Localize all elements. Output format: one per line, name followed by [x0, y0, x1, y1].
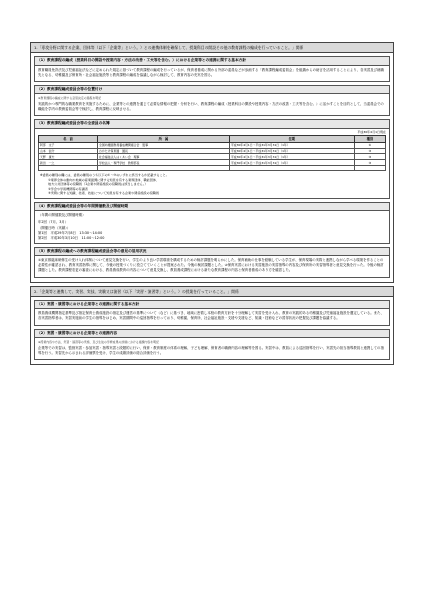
basic-policy-box [34, 56, 390, 82]
section-1 [30, 42, 394, 283]
practicum-policy-box [34, 300, 390, 326]
practicum-policy-text: 教員養成機関指定基準及び指定保育士養成施設の指定及び運営の基準について（など）に基づき、地域に密着し本校の教育方針を十分理解して実習を受け入れ、教育の実践的ある幼稚園及び児童福祉施設を選定している。また、各実習指導者は、実習実施前の学生の指導をはじめ、実習期間中の巡回指導を行っており、幼稚園、保育所、社会福祉施設・支援や支援など、知識・技術などの習得状況の把握及び課題を協議する。 [38, 311, 384, 321]
member-term: 平成30年4月1日～平成31年3月31日（1年） [229, 142, 354, 148]
opinion-usage-heading: （5）教育課程の編成への教育課程編成委員会等の意見の活用状況 [35, 248, 389, 256]
practicum-content-text: 企業等での実習は、監督実習・参加実習・指導実習と段階的に行い、保育・教育制度の体系の理解、子ども理解、保育者の職務内容の理解等を図る。実習中は、教員による巡回指導を行い、実習先の担当指導教員と連携しての指導を行う。実習先から示される評価票を受け、学生の成績評価の総合評価を行う。 [38, 345, 384, 355]
member-list-box [34, 119, 390, 198]
member-name: 山本 信介 [39, 148, 98, 154]
practicum-content-box [34, 329, 390, 360]
member-list-heading: （3）教育課程編成委員会等の全委員の名簿 [35, 120, 389, 128]
section-1-title: 1.「専攻分野に関する企業、団体等（以下「企業等」という。）との連携体制を確保して、授業科目の開設その他の教育課程の編成を行っていること。」関係 [31, 43, 393, 53]
member-affiliation: 学校法人・専門学校 教務部長 [97, 160, 229, 166]
member-type: ③ [354, 154, 385, 160]
member-affiliation: わかたけ保育園 園長 [97, 148, 229, 154]
col-name: 名 前 [39, 136, 98, 143]
member-name: 新田 一之 [39, 160, 98, 166]
committee-position-heading: （2）教育課程編成委員会等の位置付け [35, 86, 389, 94]
basic-policy-heading: （1）教育課程の編成（授業科目の開設や授業内容・方法の改善・工夫等を含む。）における企業等との連携に関する基本方針 [35, 57, 389, 65]
member-term: 平成30年4月1日～平成31年3月31日（1年） [229, 160, 354, 166]
col-term: 任期 [229, 136, 354, 143]
member-type-notes [40, 173, 386, 195]
practicum-content-note: ※授業内容や方法、実習・演習等の実施、及び生徒の学修成果の評価における連携内容を明記 [38, 339, 159, 344]
meeting-schedule-heading: （4）教育課程編成委員会等の年間開催数及び開催時期 [35, 203, 389, 211]
opinion-usage-text: ①東京都臨床研修生の受け入れ体制について意見交換を行い、学生のより良い学習環境を構成するための検討課題を明らかにした。保育補助の仕事を経験している学生が、保育現場の実際と連携しながら学べる環境を作ることの必要性が確認され、教育実習指導に関して、今後の授業づくりに役立てていくことが提案された。今後の検討課題とした。②保育実習における実習施設の実習指導の内容及び保育所の実習指導者と意見交換を行った。今後の検討課題とした。教育課程変更の審査における、教員養成教育の内容について意見交換し、教員養成課程における新たな教育課程の内容と保育者養成のあり方を確認した。 [38, 258, 384, 273]
table-row [39, 166, 386, 171]
member-name: 阿部 文子 [39, 142, 98, 148]
section-2 [30, 286, 394, 365]
practicum-content-heading: （2）実習・演習等における企業等との連携内容 [35, 330, 389, 338]
member-table [38, 135, 386, 171]
member-term: 平成30年4月1日～平成31年3月31日（1年） [229, 154, 354, 160]
member-name: 天野 康夫 [39, 154, 98, 160]
member-list-date: 平成30年4月1日現在 [357, 129, 386, 134]
note-line: ②学会や学術機関等の有識者 [48, 186, 88, 191]
note-line: ①業界全体の動向や地域の産業振興に関する知見を有する業界団体、職能団体、 [48, 177, 160, 182]
meeting-schedule-note: （年間の開催数及び開催時期） [38, 213, 86, 218]
col-type: 種別 [354, 136, 385, 143]
note-line: ※委員の種別の欄には、委員の種別のうち以下の①～③のいずれに該当するか記載すること。 [40, 173, 169, 178]
member-affiliation: 全国幼稚園教員養成機関連合会 監事 [97, 142, 229, 148]
member-type: ③ [354, 148, 385, 154]
member-term: 平成30年4月1日～平成31年3月31日（1年） [229, 148, 354, 154]
meeting-record-label: （開催日時（実績）） [38, 226, 71, 231]
member-affiliation: 社会福祉法人はくあい会 理事 [97, 154, 229, 160]
meeting-date-1: 第1回 平成29年7月8日 13:30～14:00 [38, 231, 103, 235]
member-type: ① [354, 142, 385, 148]
member-term [229, 166, 354, 171]
member-type: ③ [354, 160, 385, 166]
member-affiliation [97, 166, 229, 171]
meeting-date-2: 第2回 平成30年3月10日 11:00～12:00 [38, 235, 105, 240]
section-2-title: 2.「企業等と連携して、実習、実技、実験又は演習（以下「実習・演習等」という。）の授業を行っていること。」関係 [31, 287, 393, 297]
basic-policy-text: 教育職員免許法及び児童福祉法などに定められた規定に基づいて教育課程の編成を行っているが、保育者養成に関わる外部の委員などが参画する「教育課程編成委員会」を組織からの助言を活用することにより、各実習及び就職先となる、幼稚園及び保育所・社会福祉施設等と教育課程の編成を協議しながら検討して、教育内容の充実を図る。 [38, 67, 384, 77]
opinion-usage-box [34, 247, 390, 278]
meeting-count: 年2回（7月、3月） [38, 219, 69, 224]
meeting-schedule-box [34, 202, 390, 244]
practicum-policy-heading: （1）実習・演習等における企業等との連携に関する基本方針 [35, 301, 389, 309]
note-line: ③実務に関する知識、技術、技能について知見を有する企業や関係施設の役職員 [48, 191, 159, 196]
col-affiliation: 所 属 [97, 136, 229, 143]
committee-position-note: ※教育課程の編成に関する意思決定の過程を明記 [38, 96, 102, 101]
member-type [354, 166, 385, 171]
member-name [39, 166, 98, 171]
committee-position-text: 実践的かつ専門的な職業教育を実施するために、企業等との連携を通じて必要な情報の把握・分析を行い、教育課程の編成（授業科目の開設や授業内容・方法の改善・工夫等を含む。）に活かすことを目的として、当委員会での職能を学内の教務委員会等で検討し、教育課程に反映させる。 [38, 102, 384, 112]
document-page [30, 42, 394, 368]
committee-position-box [34, 85, 390, 116]
note-line: 地方公共団体等の役職員（1企業や関係施設の役職員は該当しません。） [48, 182, 148, 187]
